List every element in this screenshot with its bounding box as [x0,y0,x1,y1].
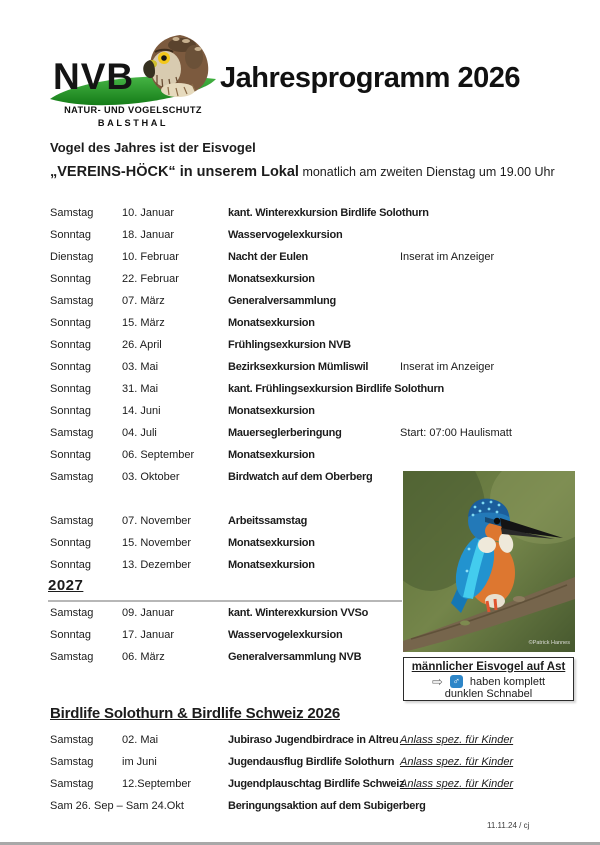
event-title: Monatsexkursion [228,449,315,461]
event-title: Beringungsaktion auf dem Subigerberg [228,800,426,812]
schedule-row [50,444,595,466]
event-date [122,795,228,817]
hawk-logo-graphic [48,33,220,130]
event-title: Monatsexkursion [228,273,315,285]
event-title: Bezirksexkursion Mümliswil [228,361,369,373]
event-note [400,202,595,224]
event-date: 12.September [122,778,192,790]
birdlife-schedule [50,729,595,817]
event-title: kant. Frühlingsexkursion Birdlife Solothurn [228,383,444,395]
event-note [400,400,595,422]
schedule-row [50,268,595,290]
event-date: 15. März [122,317,165,329]
event-date: 15. November [122,537,192,549]
event-date: 31. Mai [122,383,159,395]
event-note [400,444,595,466]
event-date: 07. November [122,515,192,527]
schedule-row [50,422,595,444]
logo-org-line1: NATUR- UND VOGELSCHUTZ [64,105,202,115]
vereins-hoeck-title: „VEREINS-HÖCK“ in unserem Lokal [50,164,299,180]
event-day: Samstag [50,427,94,439]
event-date: 09. Januar [122,607,174,619]
schedule-row [50,400,595,422]
schedule-row [50,356,595,378]
event-title: Monatsexkursion [228,537,315,549]
event-day: Sonntag [50,405,91,417]
event-date: 13. Dezember [122,559,192,571]
event-title: Jugendplauschtag Birdlife Schweiz [228,778,405,790]
event-title: Wasservogelexkursion [228,229,343,241]
schedule-row [50,729,595,751]
section-2027-heading: 2027 [48,577,84,594]
event-title: Frühlingsexkursion NVB [228,339,351,351]
event-date: 02. Mai [122,734,159,746]
event-day: Sam 26. Sep – Sam 24.Okt [50,800,184,812]
section-2027 [48,577,402,602]
event-date: 06. September [122,449,195,461]
schedule-row [50,378,595,400]
event-title [228,488,400,510]
event-day: Sonntag [50,361,91,373]
male-symbol-icon: ♂ [450,675,463,688]
event-day: Sonntag [50,537,91,549]
event-note [400,795,595,817]
caption-line [404,675,573,688]
event-day: Samstag [50,515,94,527]
event-day: Sonntag [50,383,91,395]
event-date: 10. Januar [122,207,174,219]
event-note: Inserat im Anzeiger [400,361,495,373]
event-day: Samstag [50,651,94,663]
event-day: Dienstag [50,251,94,263]
schedule-row [50,246,595,268]
schedule-row [50,795,595,817]
event-title: Generalversammlung [228,295,336,307]
event-title: Nacht der Eulen [228,251,308,263]
event-title: Jugendausflug Birdlife Solothurn [228,756,395,768]
birdlife-section-heading: Birdlife Solothurn & Birdlife Schweiz 2026 [50,705,340,722]
event-day: Samstag [50,471,94,483]
event-date: 10. Februar [122,251,179,263]
schedule-row [50,224,595,246]
event-day [50,488,122,510]
page-title: Jahresprogramm 2026 [220,62,520,94]
event-day: Samstag [50,207,94,219]
event-date: im Juni [122,756,157,768]
vereins-hoeck-line [50,164,555,180]
caption-text-2: dunklen Schnabel [444,688,533,700]
schedule-row [50,312,595,334]
event-title: Wasservogelexkursion [228,629,343,641]
event-date: 14. Juni [122,405,161,417]
event-note [400,312,595,334]
schedule-row [50,334,595,356]
schedule-row [50,202,595,224]
logo-org-line2: BALSTHAL [97,118,169,128]
event-day: Sonntag [50,273,91,285]
event-day: Samstag [50,734,94,746]
event-note [400,378,595,400]
event-title: Monatsexkursion [228,559,315,571]
event-note: Inserat im Anzeiger [400,251,495,263]
photo-caption-box [403,657,574,701]
schedule-row [50,773,595,795]
revision-note: 11.11.24 / cj [487,821,530,830]
event-day: Sonntag [50,559,91,571]
event-title: kant. Winterexkursion Birdlife Solothurn [228,207,429,219]
event-day: Sonntag [50,229,91,241]
event-day: Sonntag [50,317,91,329]
event-date: 03. Oktober [122,471,180,483]
event-note: Anlass spez. für Kinder [400,778,514,790]
event-date [122,488,228,510]
event-title: Birdwatch auf dem Oberberg [228,471,373,483]
event-day: Samstag [50,607,94,619]
bird-of-year-line: Vogel des Jahres ist der Eisvogel [50,140,256,155]
event-title: Mauerseglerberingung [228,427,342,439]
vereins-hoeck-detail: monatlich am zweiten Dienstag um 19.00 Uhr [298,165,555,179]
event-note [400,224,595,246]
event-note [400,334,595,356]
event-day: Sonntag [50,339,91,351]
event-title: kant. Winterexkursion VVSo [228,607,369,619]
event-day: Sonntag [50,449,91,461]
event-title: Jubiraso Jugendbirdrace in Altreu [228,734,399,746]
event-title: Monatsexkursion [228,317,315,329]
kingfisher-image [403,471,575,652]
photo-credit: ©Patrick Hannes [528,640,570,646]
event-date: 06. März [122,651,165,663]
event-date: 03. Mai [122,361,159,373]
event-day: Samstag [50,295,94,307]
event-date: 22. Februar [122,273,179,285]
event-note [400,268,595,290]
schedule-row [50,751,595,773]
caption-title: männlicher Eisvogel auf Ast [411,661,566,673]
event-note [400,290,595,312]
caption-text-1: haben komplett [469,675,546,688]
event-note: Anlass spez. für Kinder [400,734,514,746]
kingfisher-photo [403,471,575,652]
schedule-row [50,290,595,312]
logo-acronym: NVB [53,56,135,97]
event-date: 18. Januar [122,229,174,241]
event-date: 07. März [122,295,165,307]
arrow-right-icon: ⇨ [431,673,443,689]
event-title: Arbeitssamstag [228,515,308,527]
event-note: Start: 07:00 Haulismatt [400,427,512,439]
event-title: Generalversammlung NVB [228,651,362,663]
event-date: 26. April [122,339,162,351]
event-day: Samstag [50,756,94,768]
event-note: Anlass spez. für Kinder [400,756,514,768]
event-date: 04. Juli [122,427,157,439]
event-title: Monatsexkursion [228,405,315,417]
nvb-logo [48,33,220,130]
event-day: Samstag [50,778,94,790]
event-date: 17. Januar [122,629,174,641]
event-day: Sonntag [50,629,91,641]
